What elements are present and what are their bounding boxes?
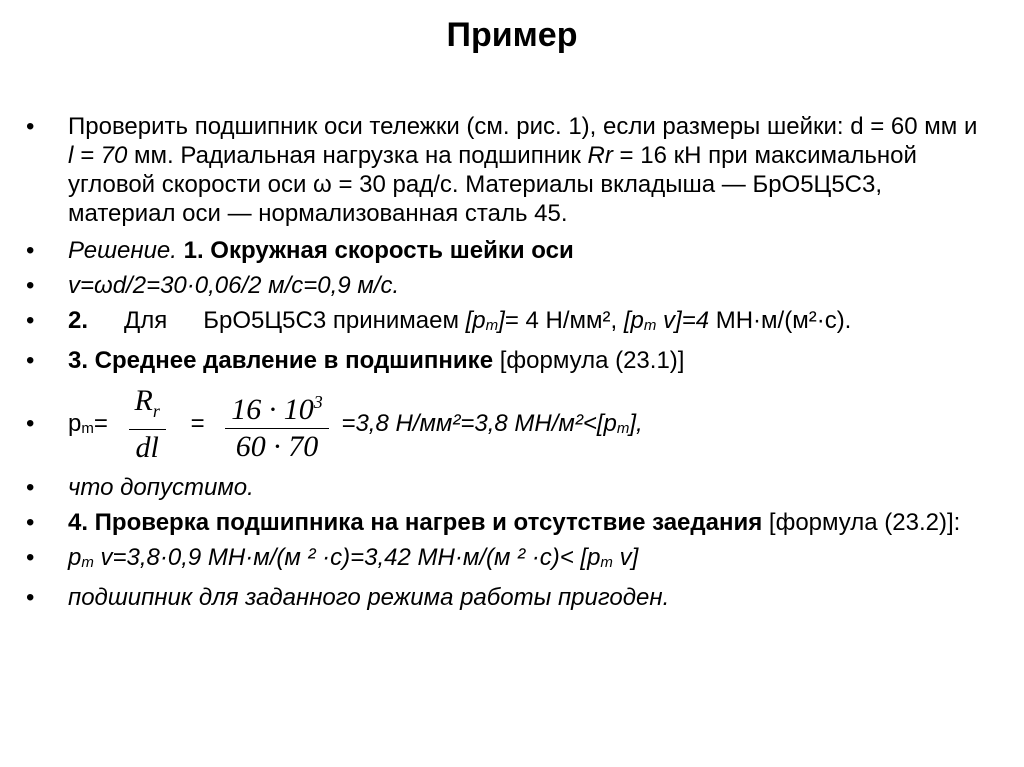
step2-number: 2. — [68, 307, 89, 334]
bullet-velocity-formula — [0, 271, 1024, 300]
bullet-pmv-formula — [0, 543, 1024, 577]
bullet-solution-step1 — [0, 236, 1024, 265]
bullet-problem-statement — [0, 112, 1024, 228]
step2-text-3: = 4 Н/мм², — [504, 307, 624, 334]
bullet-icon: • — [26, 509, 35, 536]
step4-reference: [формула (23.2)]: — [762, 509, 961, 536]
pm-limit: $[p_m]$ — [465, 307, 505, 334]
solution-label: Решение. — [68, 237, 177, 264]
step2-text-2: БрО5Ц5С3 принимаем — [203, 307, 466, 334]
bullet-step4 — [0, 508, 1024, 537]
step2-text-1: Для — [124, 307, 168, 334]
pmv-formula: $p_m$ v=3,8·0,9 МН·м/(м ² ·с)=3,42 МН·м/(м $^2 \cdot с)< [p_m$ v] — [68, 544, 639, 571]
slide-title: Пример — [446, 16, 578, 54]
bullet-step3 — [0, 346, 1024, 375]
fraction-rr-over-dl: $\frac{R_r}{dl}$ — [129, 383, 166, 466]
step3-reference: [формула (23.1)] — [493, 347, 685, 374]
bullet-conclusion — [0, 583, 1024, 612]
bullet-icon: • — [26, 474, 35, 501]
fraction-numeric: $\frac{16 \cdot 10^3}{60 \cdot 70}$ — [225, 384, 329, 465]
bullet-icon: • — [26, 237, 35, 264]
acceptable-text: что допустимо. — [68, 474, 254, 501]
bullet-pressure-formula — [0, 381, 1024, 467]
velocity-formula: v=ωd/2=30·0,06/2 м/с=0,9 м/с. — [68, 272, 400, 299]
bullet-step2 — [0, 306, 1024, 340]
pm-symbol: $p_m$ — [68, 410, 94, 437]
conclusion-text: подшипник для заданного режима работы пригоден. — [68, 584, 670, 611]
bullet-icon: • — [26, 307, 35, 334]
bullet-acceptable — [0, 473, 1024, 502]
bullet-icon: • — [26, 272, 35, 299]
step1-heading: 1. Окружная скорость шейки оси — [176, 237, 574, 264]
step4-heading: 4. Проверка подшипника на нагрев и отсутствие заедания — [68, 509, 763, 536]
step2-text-4: МН·м/(м²·с). — [709, 307, 852, 334]
equals-2: = — [190, 410, 205, 437]
bullet-icon: • — [26, 113, 35, 140]
bullet-icon: • — [26, 544, 35, 571]
pmv-limit: [$p_m$ v]=4 — [623, 307, 710, 334]
bullet-icon: • — [26, 347, 35, 374]
problem-text-2: мм. Радиальная нагрузка на подшипник — [127, 142, 588, 169]
pressure-result: =3,8 Н/мм²=3,8 $МН/м^2<[p_m]$, — [341, 410, 643, 437]
problem-text-3: = 16 кН при максимальной угловой скорости оси ω = 30 рад/с. Материалы вкладыша — БрО5Ц5С3, материал оси — нормализованная сталь 45. — [68, 142, 917, 227]
radial-load-variable: Rr — [587, 142, 613, 169]
equals-1: = — [93, 410, 108, 437]
bullet-icon: • — [26, 410, 35, 437]
bullet-list — [0, 112, 1024, 612]
step3-heading: 3. Среднее давление в подшипнике — [68, 347, 494, 374]
length-variable: l = 70 — [68, 142, 128, 169]
problem-text-1: Проверить подшипник оси тележки (см. рис. 1), если размеры шейки: d = 60 мм и — [68, 113, 978, 140]
bullet-icon: • — [26, 584, 35, 611]
